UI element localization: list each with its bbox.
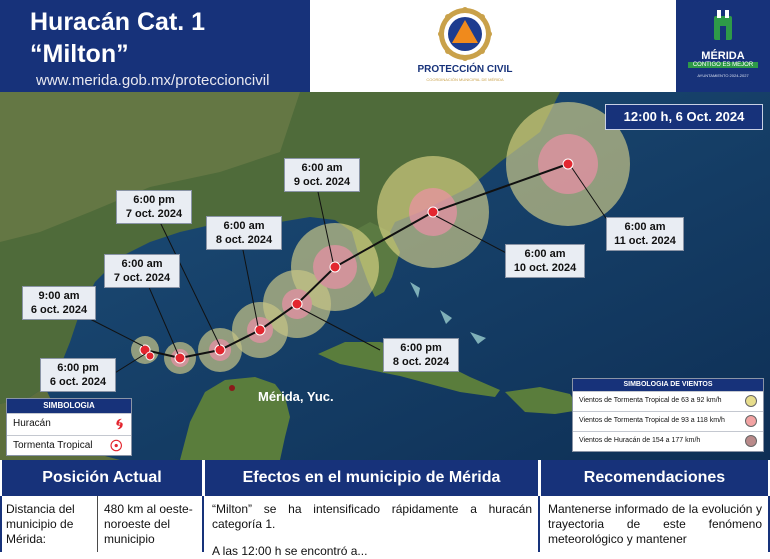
symbol-legend	[6, 398, 132, 456]
merida-logo-name: MÉRIDA	[701, 50, 745, 62]
distance-label: Distancia del municipio de Mérida:	[6, 502, 75, 546]
legend-item-tropical-storm	[7, 435, 131, 457]
forecast-date: 8 oct. 2024	[392, 356, 450, 368]
title-panel	[0, 0, 310, 92]
merida-logo-term: AYUNTAMIENTO 2024-2027	[697, 73, 749, 78]
forecast-date: 6 oct. 2024	[30, 304, 88, 316]
forecast-label	[505, 244, 585, 278]
wind-legend-item	[573, 391, 763, 411]
merida-emblem-icon	[676, 0, 770, 50]
forecast-date: 7 oct. 2024	[125, 208, 183, 220]
wind-swatch-icon	[745, 435, 757, 447]
merida-marker	[229, 385, 235, 391]
forecast-label	[104, 254, 180, 288]
proteccion-civil-label: PROTECCIÓN CIVIL	[417, 64, 513, 75]
wind-legend-label: Vientos de Tormenta Tropical de 63 a 92 km/h	[579, 397, 722, 404]
merida-logo	[676, 0, 770, 92]
current-position-heading: Posición Actual	[2, 460, 202, 496]
wind-swatch-icon	[745, 395, 757, 407]
forecast-label	[284, 158, 360, 192]
city-label: Mérida, Yuc.	[258, 389, 334, 404]
wind-legend-label: Vientos de Huracán de 154 a 177 km/h	[579, 437, 701, 444]
forecast-label	[383, 338, 459, 372]
forecast-date: 11 oct. 2024	[614, 235, 676, 247]
forecast-time: 6:00 pm	[400, 342, 442, 354]
cell-divider	[97, 496, 98, 552]
legend-item-label: Tormenta Tropical	[13, 440, 93, 451]
hurricane-icon: 🌀︎	[115, 416, 123, 433]
effects-heading: Efectos en el municipio de Mérida	[205, 460, 538, 496]
header-bar	[0, 0, 770, 92]
forecast-time: 6:00 am	[624, 221, 666, 233]
column-divider	[202, 496, 204, 552]
wind-legend	[572, 378, 764, 452]
forecast-date: 6 oct. 2024	[49, 376, 107, 388]
proteccion-civil-sublabel: COORDINACIÓN MUNICIPAL DE MÉRIDA	[426, 77, 504, 82]
recommendations-text: Mantenerse informado de la evolución y trayectoria de este fenómeno meteorológico y mantener	[548, 502, 762, 546]
forecast-date: 8 oct. 2024	[215, 234, 273, 246]
legend-item-label: Huracán	[13, 418, 51, 429]
tropical-storm-icon: ☉	[109, 438, 123, 455]
forecast-time: 6:00 am	[524, 248, 566, 260]
proteccion-civil-emblem-icon	[410, 6, 520, 64]
effects-text: “Milton” se ha intensificado rápidamente a huracán categoría 1.	[212, 502, 532, 531]
wind-swatch-icon	[745, 415, 757, 427]
website-url[interactable]: www.merida.gob.mx/proteccioncivil	[36, 72, 270, 89]
storm-category-title: Huracán Cat. 1	[30, 8, 206, 36]
forecast-label	[116, 190, 192, 224]
forecast-time: 6:00 pm	[133, 194, 175, 206]
storm-name-title: “Milton”	[30, 40, 129, 68]
panel-border	[0, 496, 2, 552]
recommendations-heading: Recomendaciones	[541, 460, 768, 496]
forecast-date: 10 oct. 2024	[513, 262, 577, 274]
distance-value: 480 km al oeste-noroeste del municipio	[104, 502, 193, 546]
forecast-time: 6:00 am	[121, 258, 163, 270]
legend-item-hurricane	[7, 413, 131, 435]
forecast-label	[206, 216, 282, 250]
forecast-time: 6:00 pm	[57, 362, 99, 374]
forecast-date: 9 oct. 2024	[293, 176, 351, 188]
forecast-label	[606, 217, 684, 251]
wind-legend-item	[573, 431, 763, 451]
effects-text-continued: A las 12:00 h se encontró a...	[212, 544, 368, 558]
timestamp-badge: 12:00 h, 6 Oct. 2024	[605, 104, 763, 130]
merida-logo-tagline: CONTIGO ES MEJOR	[688, 62, 758, 68]
forecast-date: 7 oct. 2024	[113, 272, 171, 284]
column-divider	[538, 496, 540, 552]
forecast-time: 6:00 am	[223, 220, 265, 232]
forecast-label	[40, 358, 116, 392]
proteccion-civil-logo	[410, 6, 520, 88]
wind-legend-item	[573, 411, 763, 431]
wind-legend-title: SIMBOLOGIA DE VIENTOS	[573, 379, 763, 391]
legend-title: SIMBOLOGIA	[7, 399, 131, 413]
forecast-time: 6:00 am	[301, 162, 343, 174]
forecast-time: 9:00 am	[38, 290, 80, 302]
forecast-label	[22, 286, 96, 320]
info-panel	[0, 460, 770, 558]
wind-legend-label: Vientos de Tormenta Tropical de 93 a 118 km/h	[579, 417, 725, 424]
